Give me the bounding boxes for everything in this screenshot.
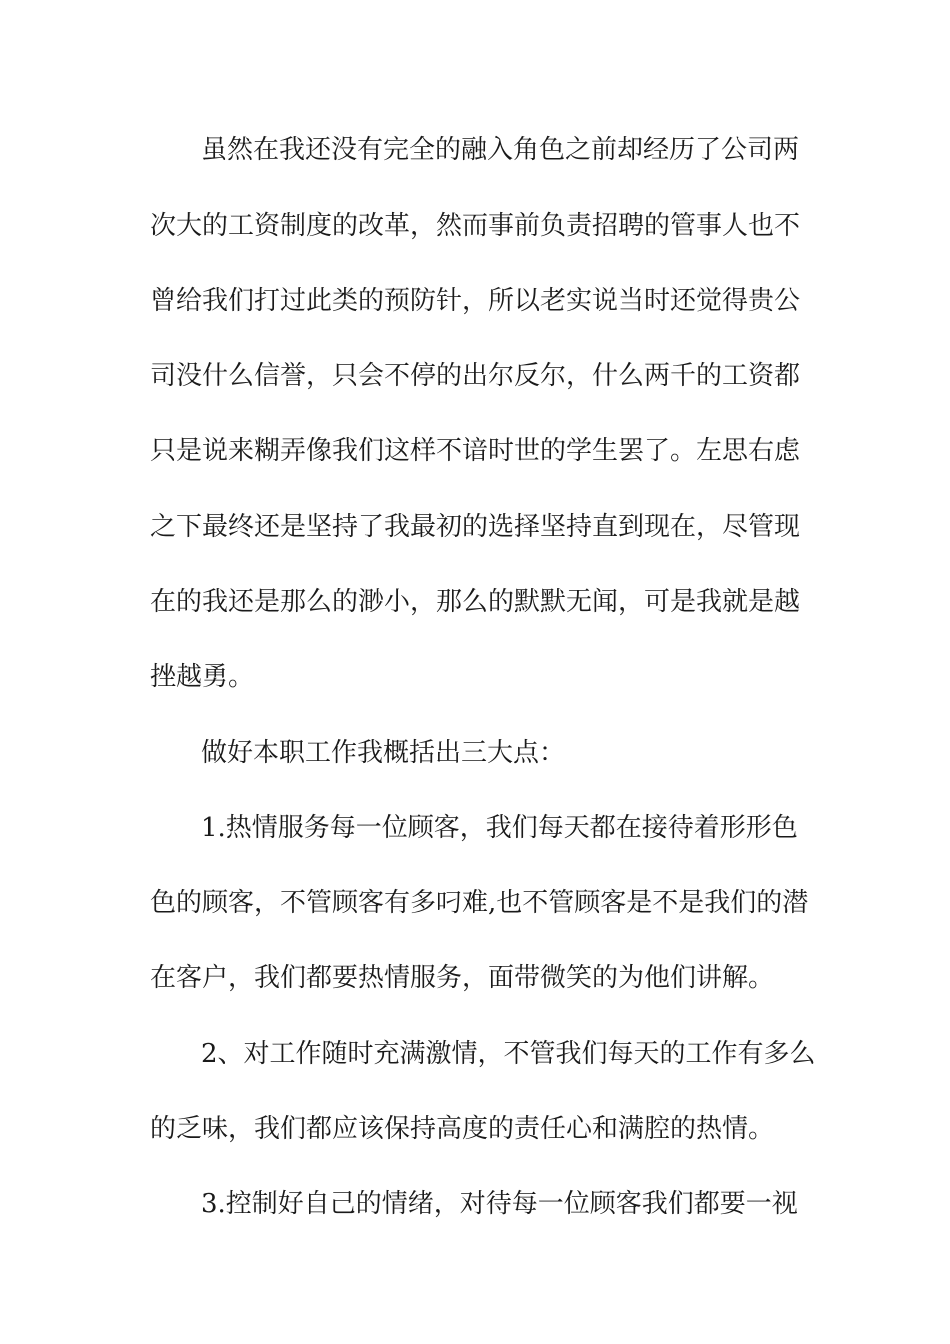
paragraph-line: 虽然在我还没有完全的融入角色之前却经历了公司两 bbox=[201, 135, 800, 165]
list-item-line: 2、对工作随时充满激情，不管我们每天的工作有多么 bbox=[201, 1039, 816, 1069]
paragraph-line: 在的我还是那么的渺小，那么的默默无闻，可是我就是越 bbox=[150, 587, 801, 617]
list-item-line: 在客户，我们都要热情服务，面带微笑的为他们讲解。 bbox=[150, 963, 775, 993]
list-item-line: 1.热情服务每一位顾客，我们每天都在接待着形形色 bbox=[201, 813, 798, 843]
section-heading: 做好本职工作我概括出三大点： bbox=[201, 738, 566, 768]
paragraph-line: 之下最终还是坚持了我最初的选择坚持直到现在，尽管现 bbox=[150, 512, 801, 542]
paragraph-line: 司没什么信誉，只会不停的出尔反尔，什么两千的工资都 bbox=[150, 361, 801, 391]
paragraph-line: 曾给我们打过此类的预防针，所以老实说当时还觉得贵公 bbox=[150, 286, 801, 316]
list-item-line: 的乏味，我们都应该保持高度的责任心和满腔的热情。 bbox=[150, 1114, 775, 1144]
list-item-line: 3.控制好自己的情绪，对待每一位顾客我们都要一视 bbox=[201, 1189, 798, 1219]
list-item-line: 色的顾客，不管顾客有多叼难,也不管顾客是不是我们的潜 bbox=[150, 888, 809, 918]
paragraph-line: 只是说来糊弄像我们这样不谙时世的学生罢了。左思右虑 bbox=[150, 436, 801, 466]
paragraph-line: 挫越勇。 bbox=[150, 662, 255, 692]
paragraph-line: 次大的工资制度的改革，然而事前负责招聘的管事人也不 bbox=[150, 211, 801, 241]
